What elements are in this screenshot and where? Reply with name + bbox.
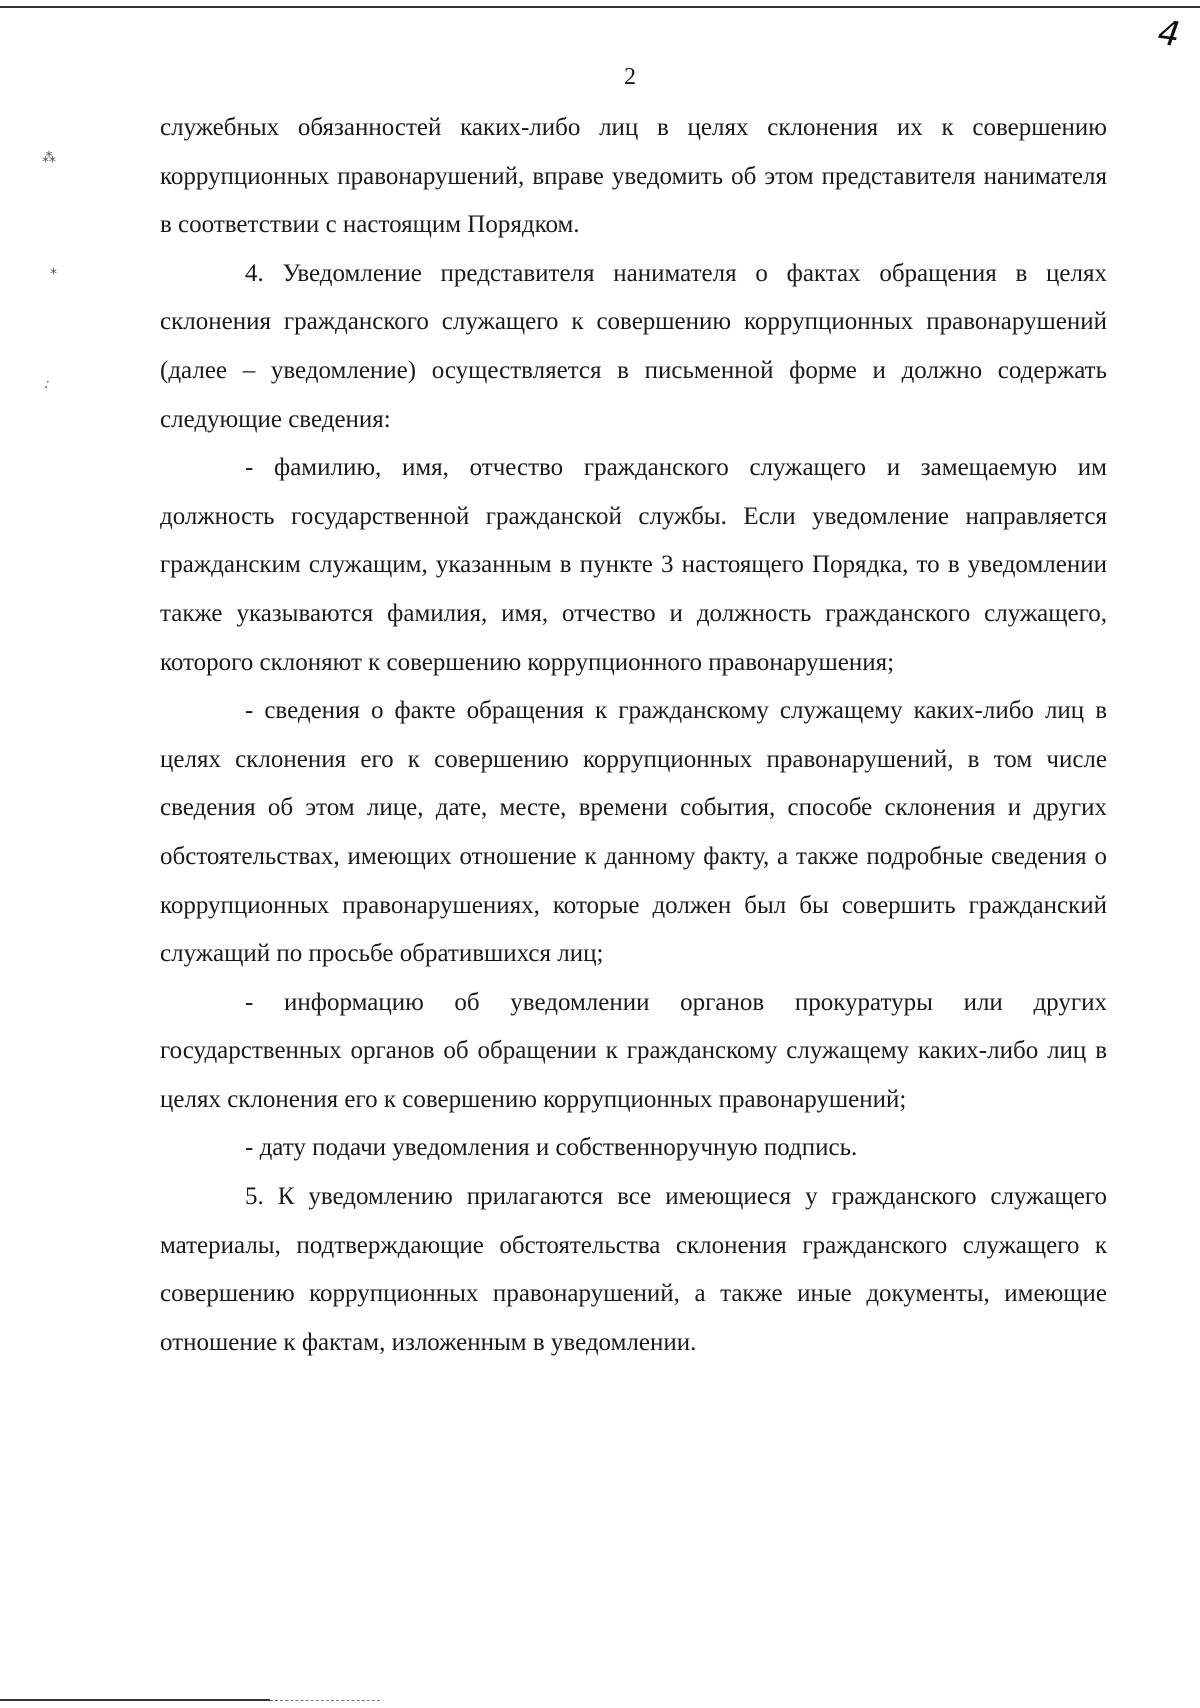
scan-speck-mark: ·͘ (44, 380, 49, 396)
scan-speck-mark: ⁂ (42, 150, 56, 166)
handwritten-sheet-number: 4 (1155, 12, 1183, 56)
list-item-facts: - сведения о факте обращения к гражданскому служащему каких-либо лиц в целях склонения его к совершению коррупционных правонарушений, в том числе сведения об этом лице, дате, месте, времени события, способе склонения и других обстоятельствах, имеющих отношение к данному факту, а также подробные сведения о коррупционных правонарушениях, которые должен был бы совершить гражданский служащий по просьбе обратившихся лиц; (160, 697, 1107, 968)
bottom-scan-edge-line (0, 1699, 270, 1701)
bottom-scan-edge-dashes (270, 1700, 380, 1701)
list-item-prosecutor-info: - информацию об уведомлении органов прокуратуры или других государственных органов об обращении к гражданскому служащему каких-либо лиц в целях склонения его к совершению коррупционных правонарушений; (160, 988, 1107, 1113)
page-number: 2 (624, 64, 636, 90)
list-item-full-name: - фамилию, имя, отчество гражданского служащего и замещаемую им должность государственной гражданской службы. Если уведомление направляется гражданским служащим, указанным в пункте 3 настоящего Порядка, то в уведомлении также указываются фамилия, имя, отчество и должность гражданского служащего, которого склоняют к совершению коррупционного правонарушения; (160, 454, 1107, 676)
scan-speck-mark: ⁎ (50, 262, 57, 278)
list-item-date-signature: - дату подачи уведомления и собственноручную подпись. (245, 1134, 858, 1162)
top-scan-edge-line (0, 6, 1200, 8)
paragraph-continuation: служебных обязанностей каких-либо лиц в целях склонения их к совершению коррупционных правонарушений, вправе уведомить об этом представителя нанимателя в соответствии с настоящим Порядком. (160, 114, 1107, 239)
paragraph-item-4: 4. Уведомление представителя нанимателя о фактах обращения в целях склонения гражданского служащего к совершению коррупционных правонарушений (далее – уведомление) осуществляется в письменной форме и должно содержать следующие сведения: (160, 259, 1107, 433)
document-body (160, 104, 1107, 1367)
paragraph-item-5: 5. К уведомлению прилагаются все имеющиеся у гражданского служащего материалы, подтверждающие обстоятельства склонения гражданского служащего к совершению коррупционных правонарушений, а также иные документы, имеющие отношение к фактам, изложенным в уведомлении. (160, 1183, 1107, 1356)
